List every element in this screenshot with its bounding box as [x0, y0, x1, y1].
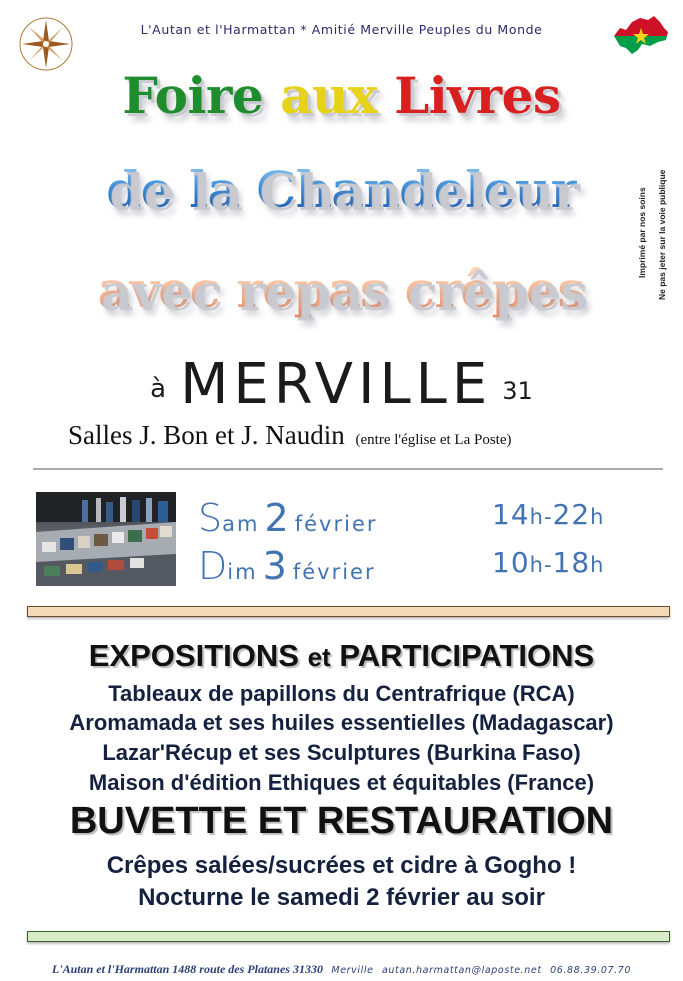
burkina-faso-map-flag-icon [612, 14, 670, 58]
venue-line [68, 420, 511, 451]
exhibition-item: Aromamada et ses huiles essentielles (Madagascar) [69, 710, 614, 735]
title-word-foire: Foire [122, 66, 264, 125]
restauration-line1: Crêpes salées/sucrées et cidre à Gogho ! [106, 852, 577, 879]
schedule-sunday [198, 544, 658, 588]
exhibition-item: Maison d'édition Ethiques et équitables (France) [88, 770, 595, 795]
city-prefix: à [150, 374, 167, 404]
print-notice-line1: Imprimé par nos soins [637, 187, 647, 278]
city-department: 31 [502, 377, 533, 405]
title-line2 [0, 160, 683, 219]
venue-note: (entre l'église et La Poste) [355, 432, 512, 448]
schedule-suffix: h [590, 553, 605, 577]
schedule-hours [492, 546, 604, 579]
schedule-date: 3 [262, 544, 287, 588]
schedule-month: février [294, 512, 378, 536]
schedule-sep: h- [529, 505, 553, 529]
divider [33, 468, 663, 470]
schedule-hours [492, 498, 604, 531]
book-fair-photo [36, 492, 176, 586]
footer-address: L'Autan et l'Harmattan 1488 route des Platanes 31330 [51, 962, 323, 976]
title-line1 [0, 66, 683, 125]
schedule-day-rest: am [222, 512, 260, 536]
schedule-day-initial: S [198, 496, 223, 540]
schedule-date: 2 [264, 496, 289, 540]
footer-town: Merville [331, 965, 374, 976]
schedule-day-initial: D [198, 544, 228, 588]
title-line2-text: de la Chandeleur [106, 160, 577, 219]
schedule-close: 22 [552, 498, 591, 531]
association-header: L'Autan et l'Harmattan * Amitié Merville Peuples du Monde [140, 22, 543, 37]
exhibitions-title [0, 638, 683, 674]
schedule-month: février [292, 560, 376, 584]
schedule-suffix: h [590, 505, 605, 529]
exhibition-item: Tableaux de papillons du Centrafrique (RCA) [108, 681, 575, 706]
section-bar-bottom [27, 931, 670, 942]
schedule-open: 14 [492, 498, 530, 531]
title-line3-text: avec repas crêpes [97, 260, 586, 319]
restauration-line2: Nocturne le samedi 2 février au soir [138, 884, 545, 911]
venue-name: Salles J. Bon et J. Naudin [68, 420, 345, 450]
schedule-open: 10 [492, 546, 530, 579]
exhibitions-title-a: EXPOSITIONS [88, 638, 299, 673]
city-line [0, 352, 683, 417]
schedule-sep: h- [529, 553, 553, 577]
footer [0, 960, 683, 978]
schedule-close: 18 [552, 546, 591, 579]
title-word-aux: aux [280, 66, 378, 125]
exhibitions-title-b: et [307, 642, 331, 672]
title-word-livres: Livres [394, 66, 561, 125]
exhibitions-title-c: PARTICIPATIONS [339, 638, 595, 673]
footer-phone: 06.88.39.07.70 [550, 965, 632, 976]
title-line3 [0, 260, 683, 319]
section-bar-top [27, 606, 670, 617]
restauration-title: BUVETTE ET RESTAURATION [69, 800, 614, 842]
exhibition-item: Lazar'Récup et ses Sculptures (Burkina Faso) [102, 740, 581, 765]
city-name: MERVILLE [180, 352, 493, 417]
footer-email: autan.harmattan@laposte.net [382, 965, 542, 976]
schedule-saturday [198, 496, 658, 540]
print-notice-line2: Ne pas jeter sur la voie publique [657, 169, 667, 300]
schedule-day-rest: im [227, 560, 258, 584]
